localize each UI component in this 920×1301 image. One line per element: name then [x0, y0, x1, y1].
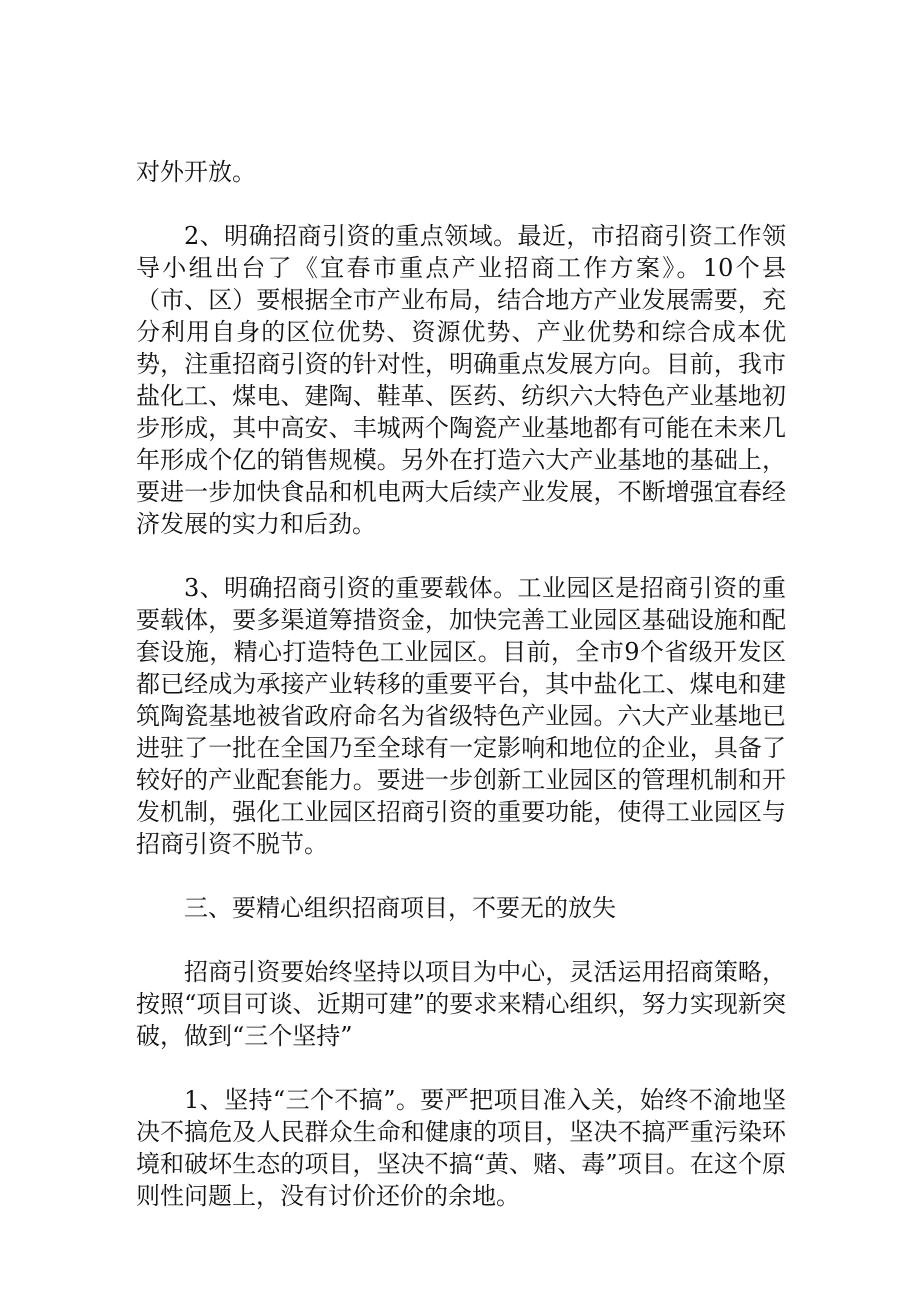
paragraph-project-intro: 招商引资要始终坚持以项目为中心，灵活运用招商策略，按照“项目可谈、近期可建”的要求来精心组织，努力实现新突破，做到“三个坚持”	[136, 958, 786, 1050]
paragraph-key-carrier: 3、明确招商引资的重要载体。工业园区是招商引资的重要载体，要多渠道筹措资金，加快完善工业园区基础设施和配套设施，精心打造特色工业园区。目前，全市9个省级开发区都已经成为承接产业转移的重要平台，其中盐化工、煤电和建筑陶瓷基地被省政府命名为省级特色产业园。六大产业基地已进驻了一批在全国乃至全球有一定影响和地位的企业，具备了较好的产业配套能力。要进一步创新工业园区的管理机制和开发机制，强化工业园区招商引资的重要功能，使得工业园区与招商引资不脱节。	[136, 574, 786, 858]
section-heading: 三、要精心组织招商项目，不要无的放失	[184, 894, 616, 922]
paragraph-three-nots: 1、坚持“三个不搞”。要严把项目准入关，始终不渝地坚决不搞危及人民群众生命和健康的项目，坚决不搞严重污染环境和破坏生态的项目，坚决不搞“黄、赌、毒”项目。在这个原则性问题上，没有讨价还价的余地。	[136, 1086, 786, 1210]
document-body	[136, 156, 786, 1212]
paragraph-continuation: 对外开放。	[136, 158, 256, 186]
paragraph-key-fields: 2、明确招商引资的重点领域。最近，市招商引资工作领导小组出台了《宜春市重点产业招商工作方案》。10个县（市、区）要根据全市产业布局，结合地方产业发展需要，充分利用自身的区位优势、资源优势、产业优势和综合成本优势，注重招商引资的针对性，明确重点发展方向。目前，我市盐化工、煤电、建陶、鞋革、医药、纺织六大特色产业基地初步形成，其中高安、丰城两个陶瓷产业基地都有可能在未来几年形成个亿的销售规模。另外在打造六大产业基地的基础上，要进一步加快食品和机电两大后续产业发展，不断增强宜春经济发展的实力和后劲。	[136, 222, 786, 538]
